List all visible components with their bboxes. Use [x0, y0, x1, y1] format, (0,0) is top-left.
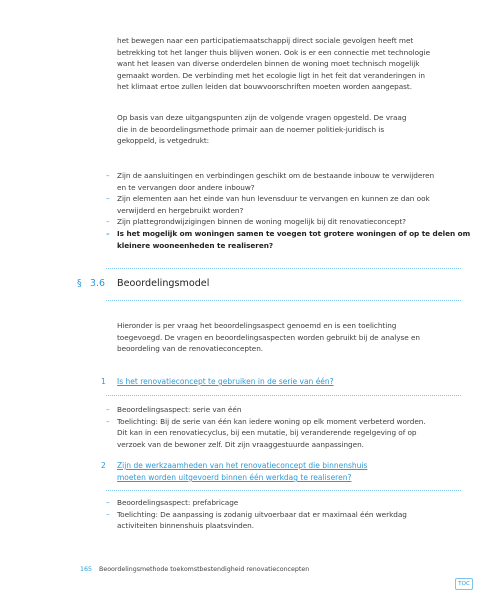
- dash-bullet-icon: –: [106, 194, 110, 204]
- dash-bullet-icon: –: [106, 405, 110, 414]
- questions-intro: [117, 112, 457, 147]
- questions-list: [106, 170, 471, 251]
- item-question-line: Is het renovatieconcept te gebruiken in de serie van één?: [117, 377, 334, 386]
- toc-button[interactable]: TOC: [455, 578, 473, 590]
- dash-bullet-icon: –: [106, 416, 110, 426]
- dash-bullet-icon: –: [106, 228, 110, 238]
- paragraph-line: die in de beoordelingsmethode primair aan de noemer politiek-juridisch is: [117, 124, 385, 134]
- bullet-item: [106, 404, 461, 416]
- paragraph-line: gekoppeld, is vetgedrukt:: [117, 136, 210, 146]
- question-line: Is het mogelijk om woningen samen te voegen tot grotere woningen of op te delen om: [117, 228, 471, 238]
- item-question: [117, 376, 334, 388]
- item-question-line: Zijn de werkzaamheden van het renovatieconcept die binnenshuis: [117, 461, 368, 470]
- footer-title: Beoordelingsmethode toekomstbestendigheid renovatieconcepten: [99, 566, 310, 573]
- section-intro: [117, 320, 457, 355]
- bullet-line: verzoek van de bewoner zelf. Dit zijn vraaggestuurde aanpassingen.: [117, 439, 364, 449]
- bullet-line: Beoordelingsaspect: prefabricage: [117, 498, 239, 507]
- bullet-line: Toelichting: Bij de serie van één kan iedere woning op elk moment verbeterd worden.: [117, 416, 426, 426]
- dash-bullet-icon: –: [106, 498, 110, 507]
- paragraph-line: gemaakt worden. De verbinding met het ecologie ligt in het feit dat veranderingen in: [117, 70, 425, 80]
- section-number: 3.6: [90, 278, 105, 289]
- section-divider: [106, 268, 461, 269]
- item-number: 2: [101, 461, 106, 470]
- page-number: 165: [80, 566, 93, 573]
- question-line: Zijn plattegrondwijzigingen binnen de woning mogelijk bij dit renovatieconcept?: [117, 217, 406, 227]
- question-line: Zijn de aansluitingen en verbindingen geschikt om de bestaande inbouw te verwijderen: [117, 171, 435, 180]
- intro-paragraph: [117, 35, 457, 93]
- question-line: kleinere wooneenheden te realiseren?: [117, 240, 274, 250]
- paragraph-line: betrekking tot het langer thuis blijven wonen. Ook is er een connectie met technologie: [117, 47, 431, 57]
- dash-bullet-icon: –: [106, 171, 110, 180]
- question-item: [106, 193, 461, 216]
- dash-bullet-icon: –: [106, 217, 110, 227]
- section-symbol: §: [77, 278, 82, 289]
- bullet-line: activiteiten binnenshuis plaatsvinden.: [117, 521, 255, 531]
- bullet-line: Beoordelingsaspect: serie van één: [117, 405, 242, 414]
- question-line: en te vervangen door andere inbouw?: [117, 182, 255, 192]
- paragraph-line: toegevoegd. De vragen en beoordelingsaspecten worden gebruikt bij de analyse en: [117, 332, 420, 342]
- paragraph-line: het bewegen naar een participatiemaatschappij direct sociale gevolgen heeft met: [117, 36, 414, 45]
- item-bullets: [106, 404, 461, 450]
- paragraph-line: beoordeling van de renovatieconcepten.: [117, 344, 264, 354]
- paragraph-line: Hieronder is per vraag het beoordelingsaspect genoemd en is een toelichting: [117, 321, 397, 330]
- question-item-bold: [106, 228, 471, 251]
- dash-bullet-icon: –: [106, 509, 110, 519]
- item-number: 1: [101, 377, 106, 386]
- question-item: [106, 170, 461, 193]
- item-divider: [106, 490, 461, 491]
- item-question-line: moeten worden uitgevoerd binnen één werkdag te realiseren?: [117, 473, 352, 482]
- bullet-item: [106, 497, 461, 509]
- item-bullets: [106, 497, 461, 532]
- question-line: verwijderd en hergebruikt worden?: [117, 205, 244, 215]
- question-item: [106, 216, 461, 228]
- paragraph-line: het klimaat ertoe zullen leiden dat bouwvoorschriften moeten worden aangepast.: [117, 82, 413, 92]
- section-title: Beoordelingsmodel: [117, 278, 210, 289]
- bullet-line: Toelichting: De aanpassing is zodanig uitvoerbaar dat er maximaal één werkdag: [117, 509, 407, 519]
- bullet-line: Dit kan in een renovatiecyclus, bij een mutatie, bij veranderende regelgeving of op: [117, 428, 417, 438]
- paragraph-line: Op basis van deze uitgangspunten zijn de volgende vragen opgesteld. De vraag: [117, 113, 407, 122]
- section-divider: [106, 300, 461, 301]
- bullet-item: [106, 416, 461, 451]
- item-divider: [106, 395, 461, 396]
- item-question: [117, 460, 367, 484]
- paragraph-line: want het leasen van diverse onderdelen binnen de woning moet technisch mogelijk: [117, 59, 420, 69]
- bullet-item: [106, 509, 461, 532]
- question-line: Zijn elementen aan het einde van hun levensduur te vervangen en kunnen ze dan ook: [117, 194, 430, 204]
